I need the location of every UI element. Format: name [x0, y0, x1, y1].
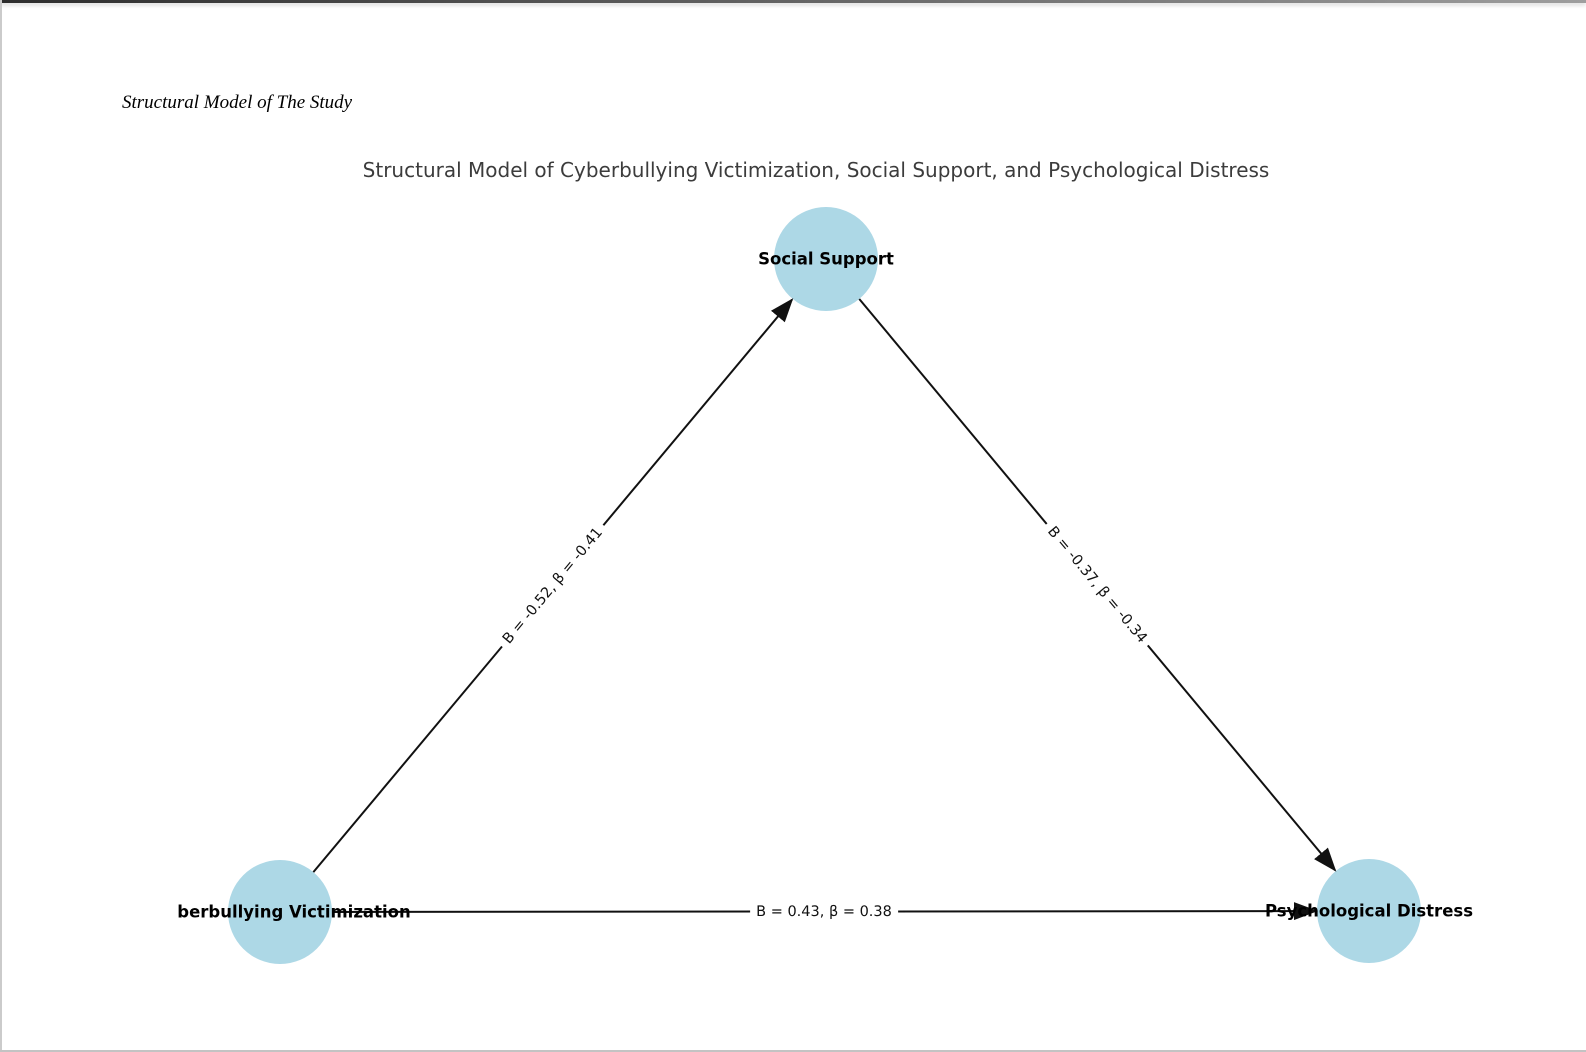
node-circle-psychological-distress — [1317, 859, 1421, 963]
edge-coefficient-label-cyberbullying-victimization-to-psychological-distress: B = 0.43, β = 0.38 — [750, 901, 898, 921]
node-circle-social-support — [774, 207, 878, 311]
edges-group — [313, 299, 1335, 912]
edge-coefficient-label-social-support-to-psychological-distress: B = -0.37, β = -0.34 — [1039, 517, 1156, 651]
edge-arrow-cyberbullying-victimization-to-psychological-distress — [332, 911, 1316, 912]
edge-arrow-social-support-to-psychological-distress — [859, 299, 1335, 870]
edge-coefficient-label-cyberbullying-victimization-to-social-support: B = -0.52, β = -0.41 — [494, 519, 611, 653]
edge-arrow-cyberbullying-victimization-to-social-support — [313, 300, 792, 872]
nodes-group — [228, 207, 1421, 964]
node-circle-cyberbullying-victimization — [228, 860, 332, 964]
node-label-psychological-distress: Psychological Distress — [1264, 901, 1474, 921]
figure-title: Structural Model of Cyberbullying Victimization, Social Support, and Psychological Distress — [362, 158, 1270, 182]
figure-heading: Structural Model of The Study — [122, 92, 353, 113]
node-label-cyberbullying-victimization: berbullying Victimization — [177, 902, 411, 922]
node-label-social-support: Social Support — [758, 249, 894, 269]
